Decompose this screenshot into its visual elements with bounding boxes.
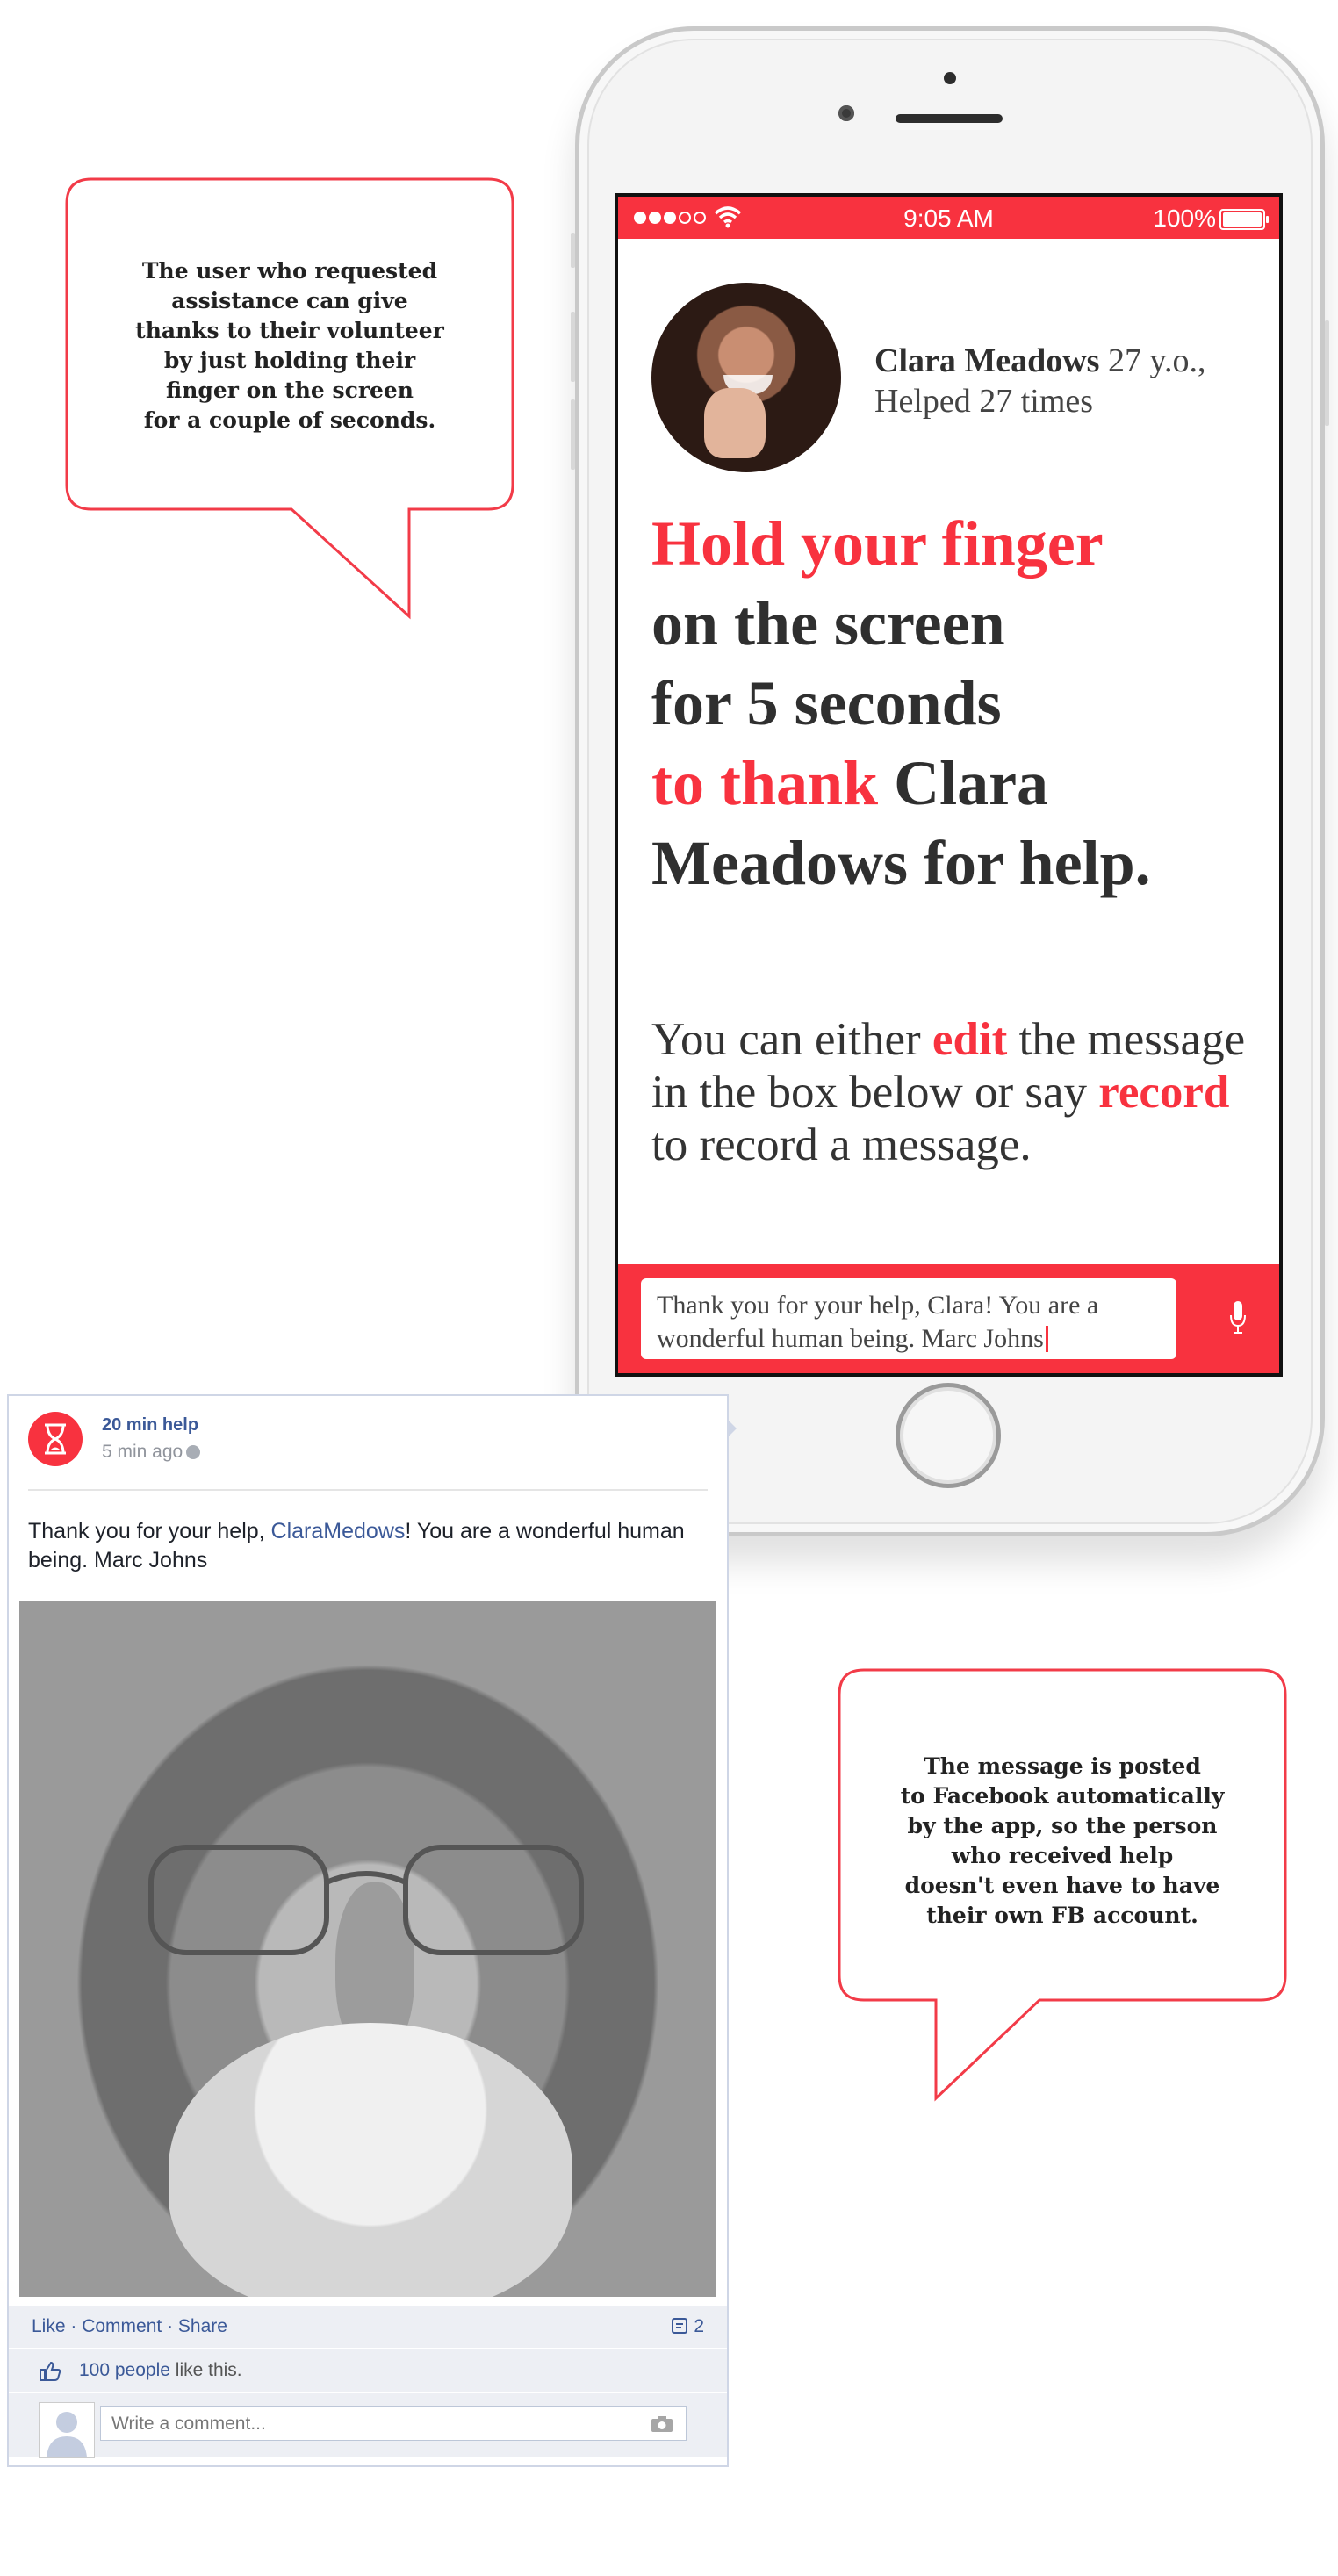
- callout-line: by just holding their: [163, 348, 416, 373]
- default-user-icon: [40, 2403, 94, 2457]
- post-actions: Like · Comment · Share 2: [9, 2306, 727, 2348]
- message-composer: [618, 1264, 1279, 1373]
- photo-glasses-detail: [133, 1821, 599, 1961]
- instructions-text: the message in the box below or say: [651, 1014, 1246, 1118]
- volume-up-button: [571, 312, 575, 382]
- status-bar: [618, 197, 1279, 239]
- instructions-text: You can either: [651, 1014, 921, 1065]
- phone-screen[interactable]: [615, 193, 1283, 1377]
- battery-icon: [1219, 209, 1265, 230]
- callout-facebook-posting: [838, 1668, 1287, 2107]
- volume-down-button: [571, 399, 575, 470]
- edit-keyword: edit: [932, 1014, 1008, 1065]
- instructions-text: to record a message.: [651, 1119, 1032, 1170]
- share-link[interactable]: Share: [177, 2316, 227, 2336]
- volunteer-help-count: Helped 27 times: [874, 383, 1094, 420]
- proximity-sensor: [944, 72, 956, 84]
- like-link[interactable]: Like: [32, 2316, 66, 2336]
- volunteer-avatar: [651, 283, 841, 472]
- callout-line: for a couple of seconds.: [143, 407, 436, 433]
- record-keyword: record: [1098, 1067, 1230, 1118]
- callout-line: assistance can give: [171, 288, 408, 313]
- hourglass-icon: [43, 1423, 68, 1455]
- home-button[interactable]: [896, 1383, 1001, 1488]
- callout-thank-gesture: [65, 177, 514, 616]
- volunteer-age: 27 y.o.,: [1107, 342, 1206, 379]
- power-button: [1325, 320, 1329, 426]
- comment-link[interactable]: Comment: [82, 2316, 162, 2336]
- text-cursor: [1046, 1326, 1048, 1352]
- message-input[interactable]: [641, 1278, 1176, 1359]
- post-text-start: Thank you for your help,: [28, 1519, 265, 1543]
- page-name[interactable]: 20 min help: [102, 1415, 199, 1435]
- volunteer-profile: [874, 341, 1206, 421]
- callout-line: to Facebook automatically: [900, 1783, 1225, 1809]
- post-text-end: ! You are a wonderful human being. Marc Johns: [28, 1519, 685, 1572]
- mention-link[interactable]: ClaraMedows: [270, 1519, 406, 1543]
- post-text: [28, 1517, 713, 1575]
- post-timestamp: 5 min ago: [102, 1442, 183, 1462]
- headline-line: Hold your finger: [651, 508, 1104, 579]
- earpiece-speaker: [896, 114, 1003, 123]
- likes-suffix: like this.: [175, 2360, 242, 2380]
- callout-line: their own FB account.: [926, 1903, 1198, 1928]
- callout-line: by the app, so the person: [907, 1813, 1218, 1838]
- callout-line: thanks to their volunteer: [135, 318, 444, 343]
- edit-record-instructions: [651, 1013, 1266, 1171]
- thank-instruction-headline: [651, 504, 1283, 903]
- volunteer-name: Clara Meadows: [874, 342, 1100, 379]
- callout-line: The message is posted: [924, 1753, 1201, 1779]
- headline-line: for 5 seconds: [651, 668, 1002, 738]
- comment-count-value: 2: [694, 2316, 704, 2336]
- likes-people-link[interactable]: 100 people: [79, 2360, 170, 2380]
- headline-line: Meadows for help.: [651, 828, 1151, 898]
- comment-composer: [9, 2393, 727, 2457]
- comment-placeholder: Write a comment...: [112, 2414, 266, 2434]
- comment-input[interactable]: [100, 2406, 687, 2441]
- callout-line: doesn't even have to have: [904, 1873, 1220, 1898]
- front-camera: [838, 105, 854, 121]
- globe-icon: [186, 1445, 200, 1459]
- headline-highlight: to thank: [651, 748, 879, 818]
- status-time: 9:05 AM: [903, 205, 994, 232]
- divider: [28, 1489, 708, 1491]
- callout-line: The user who requested: [141, 258, 438, 284]
- post-photo[interactable]: [19, 1601, 716, 2297]
- headline-name: Clara: [894, 748, 1049, 818]
- callout-line: who received help: [951, 1843, 1174, 1868]
- microphone-icon[interactable]: [1230, 1299, 1246, 1335]
- camera-icon[interactable]: [651, 2415, 673, 2433]
- headline-line: on the screen: [651, 588, 1005, 658]
- callout-line: finger on the screen: [166, 378, 414, 403]
- thumbs-up-icon: [39, 2361, 61, 2382]
- likes-summary: [9, 2349, 727, 2392]
- post-time[interactable]: [102, 1442, 200, 1463]
- page-logo[interactable]: [28, 1412, 83, 1466]
- facebook-post: [7, 1394, 729, 2467]
- commenter-avatar: [39, 2402, 95, 2458]
- comment-icon: [671, 2317, 688, 2335]
- mute-switch: [571, 233, 575, 268]
- message-text: Thank you for your help, Clara! You are a wonderful human being. Marc Johns: [657, 1291, 1099, 1353]
- battery-percentage: 100%: [1153, 205, 1216, 232]
- comment-count[interactable]: [671, 2316, 704, 2337]
- post-pointer: [727, 1419, 737, 1438]
- phone-mockup: [575, 26, 1325, 1536]
